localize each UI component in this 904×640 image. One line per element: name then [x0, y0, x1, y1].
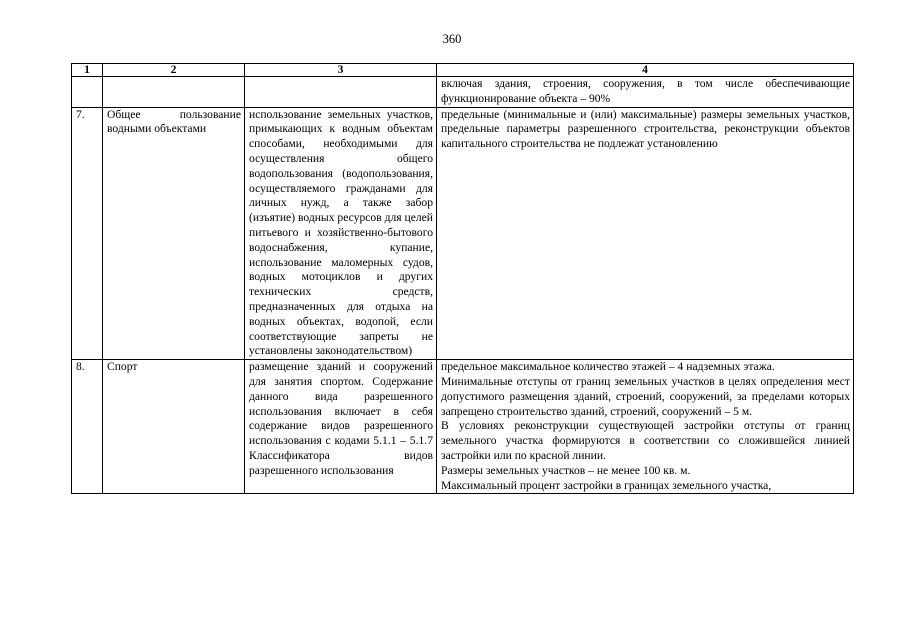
parameter-paragraph: Минимальные отступы от границ земельных участков в целях определения мест допустимого размещения зданий, строений, сооружений, за пределами которых запрещено строительство зданий, строений, сооружений – 5 м. [441, 374, 850, 418]
column-header: 3 [245, 64, 437, 77]
use-type-name: Общее пользование водными объектами [103, 107, 245, 360]
use-type-parameters [437, 77, 854, 108]
use-type-name: Спорт [103, 360, 245, 494]
parameter-paragraph: Максимальный процент застройки в границах земельного участка, [441, 478, 772, 492]
parameter-paragraph: предельные (минимальные и (или) максимальные) размеры земельных участков, предельные параметры разрешенного строительства, реконструкции объектов капитального строительства не подлежат установлению [441, 107, 850, 151]
table-row [72, 107, 854, 360]
regulations-table [71, 63, 854, 494]
row-number: 7. [72, 107, 103, 360]
parameter-paragraph: предельное максимальное количество этажей – 4 надземных этажа. [441, 360, 775, 374]
parameter-paragraph: В условиях реконструкции существующей застройки отступы от границ земельного участка формируются в соответствии со сложившейся линией застройки или по красной линии. [441, 419, 850, 462]
use-type-description: размещение зданий и сооружений для занятия спортом. Содержание данного вида разрешенного использования включает в себя содержание видов разрешенного использования с кодами 5.1.1 – 5.1.7 Классификатора видов разрешенного использования [245, 360, 437, 494]
use-type-parameters [437, 107, 854, 360]
column-header: 4 [437, 64, 854, 77]
parameter-paragraph: Размеры земельных участков – не менее 100 кв. м. [441, 463, 691, 477]
column-header: 2 [103, 64, 245, 77]
table-row [72, 360, 854, 494]
use-type-parameters [437, 360, 854, 494]
column-header: 1 [72, 64, 103, 77]
row-number: 8. [72, 360, 103, 494]
use-type-name [103, 77, 245, 108]
row-number [72, 77, 103, 108]
use-type-description [245, 77, 437, 108]
table-row-continuation [72, 77, 854, 108]
parameter-paragraph: включая здания, строения, сооружения, в том числе обеспечивающие функционирование объекта – 90% [441, 77, 850, 105]
page-number: 360 [442, 32, 462, 46]
table-header-row [72, 64, 854, 77]
use-type-description: использование земельных участков, примыкающих к водным объектам способами, необходимыми для осуществления общего водопользования (водопользования, осуществляемого гражданами для личных нужд, а также забор (изъятие) водных ресурсов для целей питьевого и хозяйственно-бытового водоснабжения, купание, использование маломерных судов, водных мотоциклов и других технических средств, предназначенных для отдыха на водных объектах, водопой, если соответствующие запреты не установлены законодательством) [245, 107, 437, 360]
